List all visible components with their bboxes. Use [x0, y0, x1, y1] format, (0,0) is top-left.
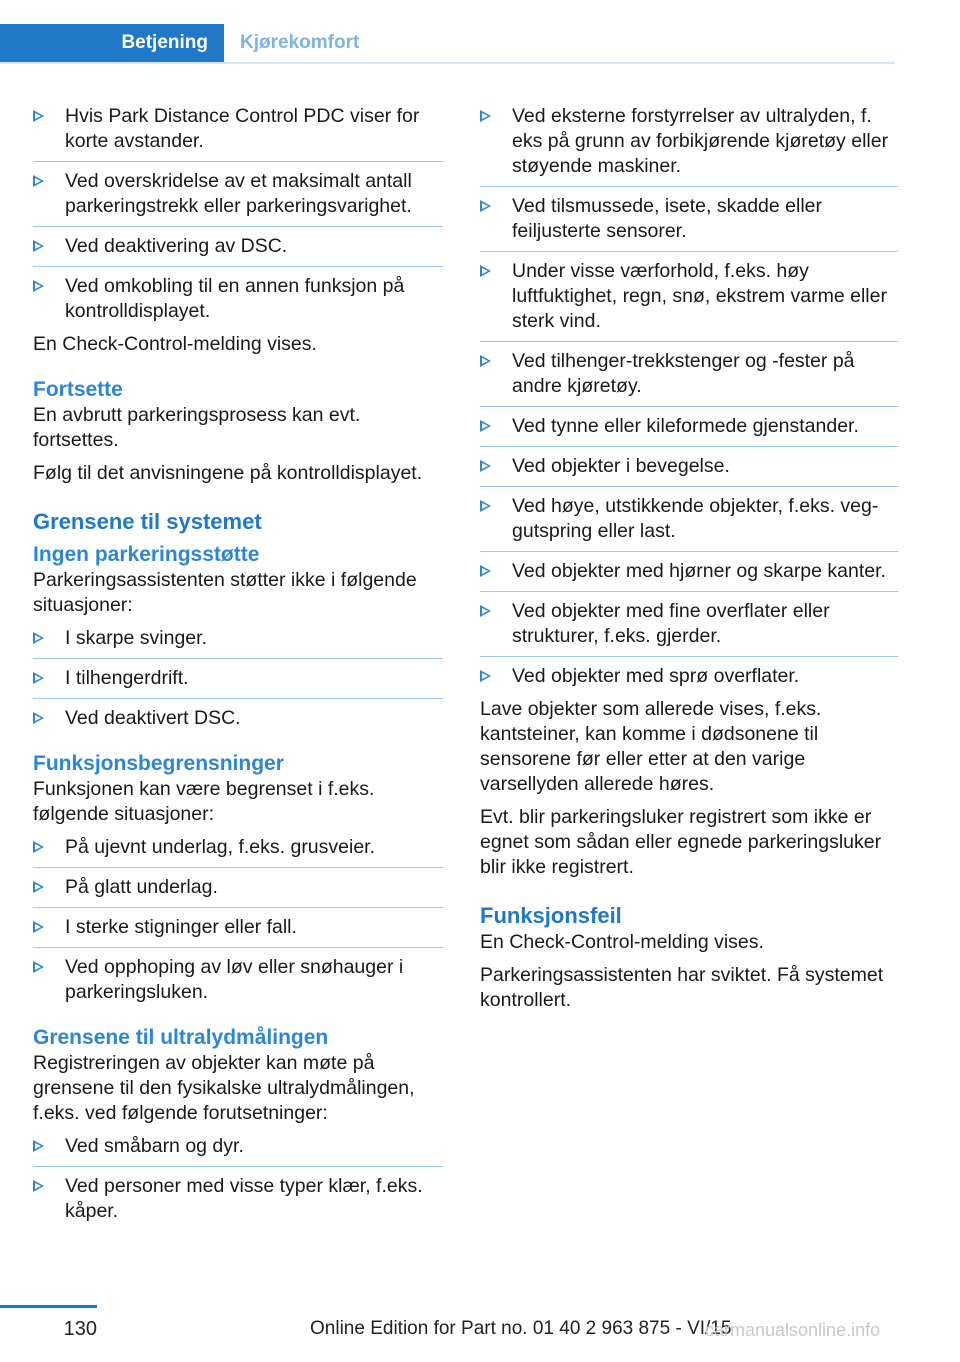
triangle-bullet-icon [480, 355, 491, 367]
triangle-bullet-icon [480, 200, 491, 212]
list-item-text: Ved småbarn og dyr. [65, 1135, 244, 1157]
list-item-text: Ved tilsmussede, isete, skadde eller feiljusterte sensorer. [512, 195, 823, 242]
bullet-list-ultrasound-right [480, 104, 898, 689]
bullet-list-ultrasound-left [33, 1134, 443, 1224]
list-item [33, 666, 443, 699]
list-item [480, 259, 898, 342]
header-tabs [0, 24, 895, 64]
paragraph: En avbrutt parkeringsprosess kan evt. fortsettes. [33, 404, 361, 451]
list-item [33, 274, 443, 324]
list-item [480, 664, 898, 689]
heading-grensene-til-systemet: Grensene til systemet [33, 509, 262, 534]
list-item-text: Ved omkobling til en annen funksjon på kontrolldisplayet. [65, 275, 405, 322]
triangle-bullet-icon [33, 881, 44, 893]
list-item [33, 955, 443, 1005]
list-item [33, 1174, 443, 1224]
list-item-text: Ved tilhenger-trekkstenger og -fester på andre kjøretøy. [512, 350, 855, 397]
list-item [33, 234, 443, 267]
triangle-bullet-icon [33, 280, 44, 292]
paragraph: Følg til det anvisningene på kontrolldisplayet. [33, 462, 423, 484]
paragraph: Parkeringsassistenten støtter ikke i følgende situasjoner: [33, 569, 417, 616]
list-item-text: Ved objekter i bevegelse. [512, 455, 730, 477]
left-column [33, 104, 443, 1232]
triangle-bullet-icon [33, 841, 44, 853]
list-item-text: Under visse værforhold, f.eks. høy luftfuktighet, regn, snø, ekstrem varme eller sterk vind. [512, 260, 887, 332]
list-item [33, 706, 443, 731]
bullet-list-limitations [33, 835, 443, 1005]
list-item [33, 875, 443, 908]
heading-grensene-til-ultralydmalingen: Grensene til ultralydmålingen [33, 1026, 329, 1049]
list-item [33, 835, 443, 868]
list-item [480, 559, 898, 592]
paragraph: Funksjonen kan være begrenset i f.eks. følgende situasjoner: [33, 778, 375, 825]
list-item-text: I skarpe svinger. [65, 627, 207, 649]
paragraph: Parkeringsassistenten har sviktet. Få systemet kontrollert. [480, 964, 884, 1011]
page-number: 130 [63, 1318, 97, 1340]
watermark: carmanualsonline.info [705, 1320, 881, 1340]
list-item-text: På glatt underlag. [65, 876, 218, 898]
list-item-text: På ujevnt underlag, f.eks. grusveier. [65, 836, 376, 858]
triangle-bullet-icon [480, 605, 491, 617]
list-item [33, 169, 443, 227]
list-item-text: Ved objekter med sprø overflater. [512, 665, 800, 687]
list-item [480, 494, 898, 552]
triangle-bullet-icon [480, 500, 491, 512]
paragraph: Registreringen av objekter kan møte på grensene til den fysikalske ultralydmålingen, f.eks. ved følgende forutsetninger: [33, 1052, 415, 1124]
footer-rule [0, 1305, 97, 1308]
paragraph: Lave objekter som allerede vises, f.eks. kantsteiner, kan komme i dødsonene til sensorene før eller etter at den varige varsellyden allerede høres. [480, 698, 822, 795]
tab-kjorekomfort[interactable]: Kjørekomfort [240, 32, 360, 53]
list-item [33, 104, 443, 162]
triangle-bullet-icon [33, 632, 44, 644]
list-item-text: Ved høye, utstikkende objekter, f.eks. veggutspring eller last. [512, 495, 879, 542]
list-item [480, 349, 898, 407]
list-item [480, 194, 898, 252]
list-item [33, 626, 443, 659]
triangle-bullet-icon [480, 565, 491, 577]
list-item-text: Ved deaktivert DSC. [65, 707, 241, 729]
paragraph: En Check-Control-melding vises. [480, 931, 764, 953]
triangle-bullet-icon [33, 175, 44, 187]
triangle-bullet-icon [33, 240, 44, 252]
edition-text: Online Edition for Part no. 01 40 2 963 875 - VI/15 [310, 1318, 732, 1339]
list-item [480, 454, 898, 487]
list-item-text: Ved eksterne forstyrrelser av ultralyden, f. eks på grunn av forbikjørende kjøretøy eller støyende maskiner. [512, 105, 889, 177]
heading-funksjonsbegrensninger: Funksjonsbegrensninger [33, 752, 284, 775]
list-item [480, 599, 898, 657]
list-item-text: Ved overskridelse av et maksimalt antall parkeringstrekk eller parkeringsvarighet. [65, 170, 412, 217]
list-item-text: Hvis Park Distance Control PDC viser for korte avstander. [65, 105, 420, 152]
list-item-text: Ved personer med visse typer klær, f.eks. kåper. [65, 1175, 423, 1222]
triangle-bullet-icon [33, 110, 44, 122]
triangle-bullet-icon [33, 921, 44, 933]
triangle-bullet-icon [480, 110, 491, 122]
right-column [480, 104, 898, 1021]
heading-funksjonsfeil: Funksjonsfeil [480, 903, 622, 928]
list-item [480, 104, 898, 187]
tab-betjening[interactable]: Betjening [0, 24, 224, 62]
list-item-text: Ved deaktivering av DSC. [65, 235, 288, 257]
triangle-bullet-icon [33, 672, 44, 684]
list-item-text: Ved opphoping av løv eller snøhauger i parkeringsluken. [65, 956, 404, 1003]
list-item-text: Ved objekter med hjørner og skarpe kanter. [512, 560, 886, 582]
triangle-bullet-icon [33, 961, 44, 973]
triangle-bullet-icon [480, 265, 491, 277]
bullet-list-interruptions [33, 104, 443, 324]
triangle-bullet-icon [33, 712, 44, 724]
list-item [33, 1134, 443, 1167]
list-item [33, 915, 443, 948]
triangle-bullet-icon [480, 460, 491, 472]
heading-ingen-parkeringsstotte: Ingen parkeringsstøtte [33, 543, 260, 566]
list-item-text: I tilhengerdrift. [65, 667, 189, 689]
paragraph: Evt. blir parkeringsluker registrert som ikke er egnet som sådan eller egnede parkeringsluker blir ikke registrert. [480, 806, 882, 878]
triangle-bullet-icon [33, 1180, 44, 1192]
triangle-bullet-icon [480, 420, 491, 432]
triangle-bullet-icon [33, 1140, 44, 1152]
bullet-list-no-support [33, 626, 443, 731]
check-control-text: En Check-Control-melding vises. [33, 333, 317, 355]
triangle-bullet-icon [480, 670, 491, 682]
heading-fortsette: Fortsette [33, 378, 123, 401]
list-item-text: Ved objekter med fine overflater eller strukturer, f.eks. gjerder. [512, 600, 830, 647]
list-item [480, 414, 898, 447]
list-item-text: I sterke stigninger eller fall. [65, 916, 297, 938]
list-item-text: Ved tynne eller kileformede gjenstander. [512, 415, 859, 437]
